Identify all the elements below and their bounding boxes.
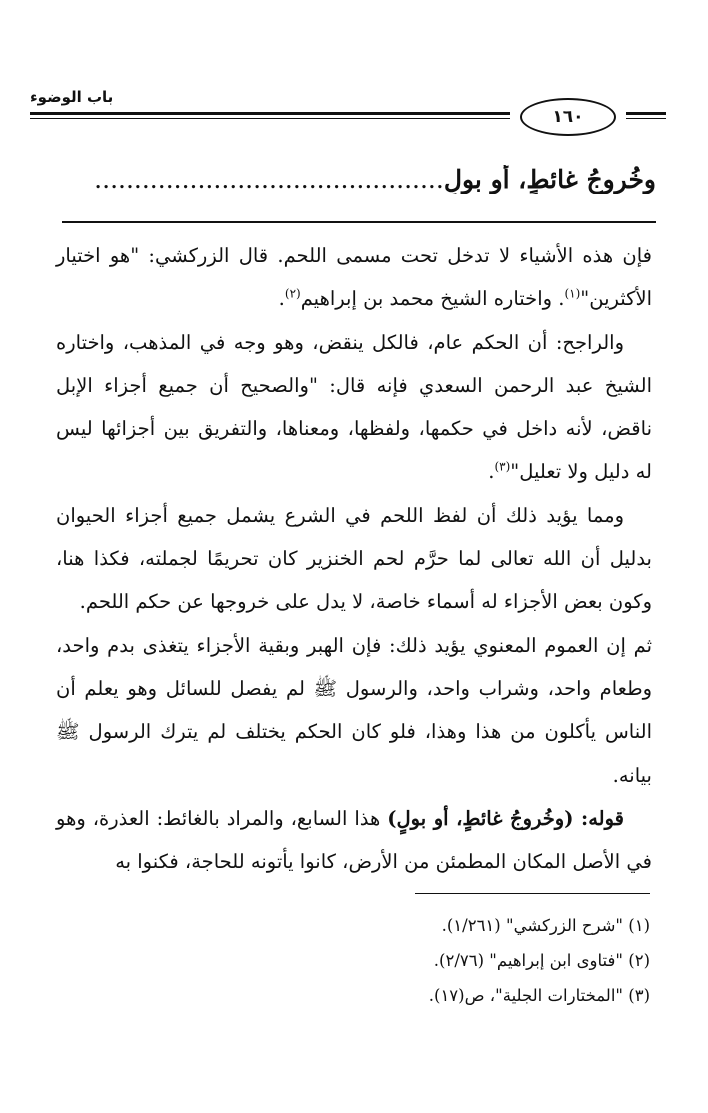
- paragraph: [56, 234, 652, 321]
- header-rule: [30, 112, 510, 115]
- paragraph-lead: قوله: (وخُروجُ غائطٍ، أو بولٍ): [387, 806, 624, 830]
- paragraph-text: .: [278, 287, 285, 311]
- page-header: [30, 78, 666, 138]
- paragraph-text: فإن هذه الأشياء لا تدخل تحت مسمى اللحم. قال الزركشي: "هو اختيار الأكثرين": [56, 244, 652, 311]
- header-rule: [626, 118, 666, 119]
- footnote-item: [150, 978, 650, 1013]
- section-heading: [46, 165, 656, 194]
- footnote-ref: (١): [564, 286, 581, 301]
- paragraph-text: والراجح: أن الحكم عام، فالكل ينقض، وهو وجه في المذهب، واختاره الشيخ عبد الرحمن السعدي فإنه قال: "والصحيح أن جميع أجزاء الإبل ناقض، لأنه داخل في حكمها، ولفظها، ومعناها، والتفريق بين أجزائها ليس له دليل ولا تعليل": [56, 330, 652, 484]
- paragraph-text: ومما يؤيد ذلك أن لفظ اللحم في الشرع يشمل جميع أجزاء الحيوان بدليل أن الله تعالى لما حرَّم لحم الخنزير كان تحريمًا لجملته، فكذا هنا، وكون بعض الأجزاء له أسماء خاصة، لا يدل على خروجها عن حكم اللحم.: [56, 503, 652, 614]
- section-heading-dots: ............................................: [94, 165, 444, 194]
- footnote-number: (٣): [628, 986, 650, 1005]
- footnote-text: "فتاوى ابن إبراهيم" (٢/٧٦).: [433, 951, 623, 970]
- footnote-number: (٢): [628, 951, 650, 970]
- footnotes: [150, 908, 650, 1013]
- footnote-item: [150, 943, 650, 978]
- footnote-text: "المختارات الجلية"، ص(١٧).: [428, 986, 623, 1005]
- paragraph: [56, 797, 652, 884]
- paragraph-text: . واختاره الشيخ محمد بن إبراهيم: [300, 287, 565, 311]
- body-text: [56, 234, 652, 883]
- footnote-text: "شرح الزركشي" (١/٢٦١).: [441, 916, 623, 935]
- paragraph: [56, 624, 652, 797]
- footnote-ref: (٢): [284, 286, 301, 301]
- footnote-number: (١): [628, 916, 650, 935]
- paragraph: [56, 494, 652, 624]
- footnote-rule: [415, 893, 650, 894]
- header-rule: [626, 112, 666, 115]
- paragraph-text: .: [488, 460, 495, 484]
- footnote-item: [150, 908, 650, 943]
- chapter-title: باب الوضوء: [30, 88, 114, 106]
- paragraph-text: هذا السابع، والمراد بالغائط: العذرة، وهو في الأصل المكان المطمئن من الأرض، كانوا يأتونه للحاجة، فكنوا به: [56, 806, 652, 874]
- page-number: ١٦٠: [520, 98, 616, 136]
- paragraph-text: ثم إن العموم المعنوي يؤيد ذلك: فإن الهبر وبقية الأجزاء يتغذى بدم واحد، وطعام واحد، وشراب واحد، والرسول ﷺ لم يفصل للسائل وهو يعلم أن الناس يأكلون من هذا وهذا، فلو كان الحكم يختلف لم يترك الرسول ﷺ بيانه.: [56, 633, 652, 787]
- footnote-ref: (٣): [494, 459, 511, 474]
- paragraph: [56, 321, 652, 494]
- heading-rule: [62, 221, 656, 223]
- section-heading-text: وخُروجُ غائطٍ، أو بولٍ: [443, 165, 656, 194]
- header-rule: [30, 118, 510, 119]
